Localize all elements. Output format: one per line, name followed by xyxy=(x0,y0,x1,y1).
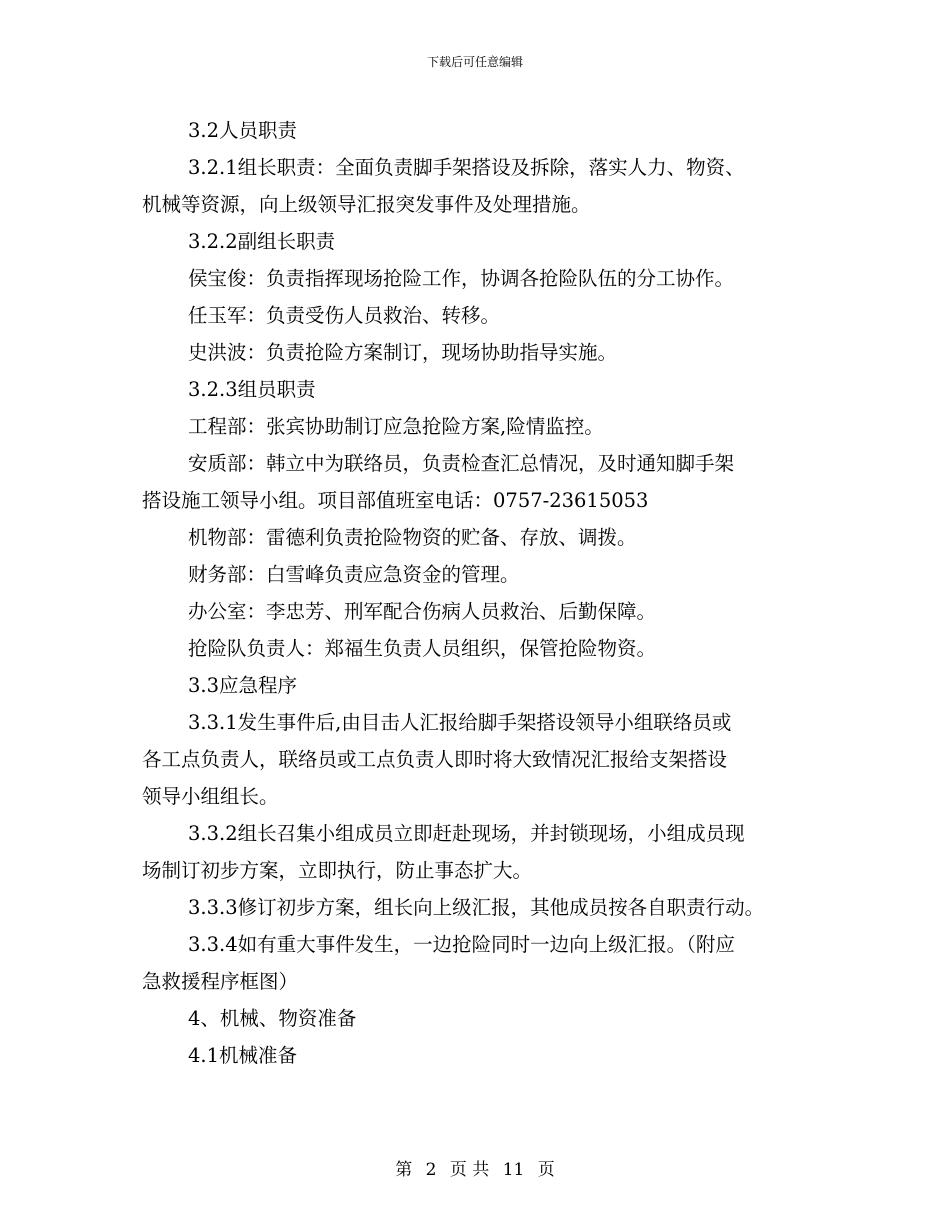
paragraph: 安质部：韩立中为联络员，负责检查汇总情况，及时通知脚手架 xyxy=(188,452,735,475)
paragraph-continuation: 领导小组组长。 xyxy=(142,785,279,808)
paragraph-continuation: 急救援程序框图） xyxy=(142,970,299,993)
paragraph-continuation: 机械等资源，向上级领导汇报突发事件及处理措施。 xyxy=(142,193,591,216)
paragraph: 办公室：李忠芳、刑军配合伤病人员救治、后勤保障。 xyxy=(188,600,657,623)
paragraph: 3.3.1发生事件后,由目击人汇报给脚手架搭设领导小组联络员或 xyxy=(188,711,732,734)
section-heading: 3.2人员职责 xyxy=(188,119,298,142)
paragraph: 任玉军：负责受伤人员救治、转移。 xyxy=(188,304,501,327)
paragraph: 3.3.4如有重大事件发生，一边抢险同时一边向上级汇报。（附应 xyxy=(188,933,735,956)
document-body xyxy=(142,112,822,1074)
paragraph-continuation: 各工点负责人，联络员或工点负责人即时将大致情况汇报给支架搭设 xyxy=(142,748,728,771)
paragraph: 工程部：张宾协助制订应急抢险方案,险情监控。 xyxy=(188,415,604,438)
paragraph-continuation: 场制订初步方案，立即执行，防止事态扩大。 xyxy=(142,859,533,882)
footer-mid: 页 共 xyxy=(449,1160,490,1180)
section-heading: 3.2.2副组长职责 xyxy=(188,230,336,253)
footer-suffix: 页 xyxy=(537,1160,555,1180)
paragraph: 3.3.3修订初步方案，组长向上级汇报，其他成员按各自职责行动。 xyxy=(188,896,765,919)
page-header: 下载后可任意编辑 xyxy=(426,55,523,69)
paragraph: 3.3.2组长召集小组成员立即赶赴现场，并封锁现场，小组成员现 xyxy=(188,822,745,845)
paragraph: 机物部：雷德利负责抢险物资的贮备、存放、调拨。 xyxy=(188,526,637,549)
total-page-count: 11 xyxy=(502,1160,525,1180)
section-heading: 3.2.3组员职责 xyxy=(188,378,316,401)
paragraph: 抢险队负责人：郑福生负责人员组织，保管抢险物资。 xyxy=(188,637,657,660)
current-page-number: 2 xyxy=(425,1160,437,1180)
page-footer xyxy=(0,1155,950,1180)
paragraph: 财务部：白雪峰负责应急资金的管理。 xyxy=(188,563,520,586)
section-heading: 3.3应急程序 xyxy=(188,674,298,697)
paragraph: 史洪波：负责抢险方案制订，现场协助指导实施。 xyxy=(188,341,618,364)
footer-prefix: 第 xyxy=(395,1160,413,1180)
paragraph: 3.2.1组长职责：全面负责脚手架搭设及拆除，落实人力、物资、 xyxy=(188,156,745,179)
section-heading: 4.1机械准备 xyxy=(188,1044,298,1067)
section-heading: 4、机械、物资准备 xyxy=(188,1007,357,1030)
paragraph: 侯宝俊：负责指挥现场抢险工作，协调各抢险队伍的分工协作。 xyxy=(188,267,735,290)
paragraph-continuation: 搭设施工领导小组。项目部值班室电话：0757-23615053 xyxy=(142,489,649,512)
